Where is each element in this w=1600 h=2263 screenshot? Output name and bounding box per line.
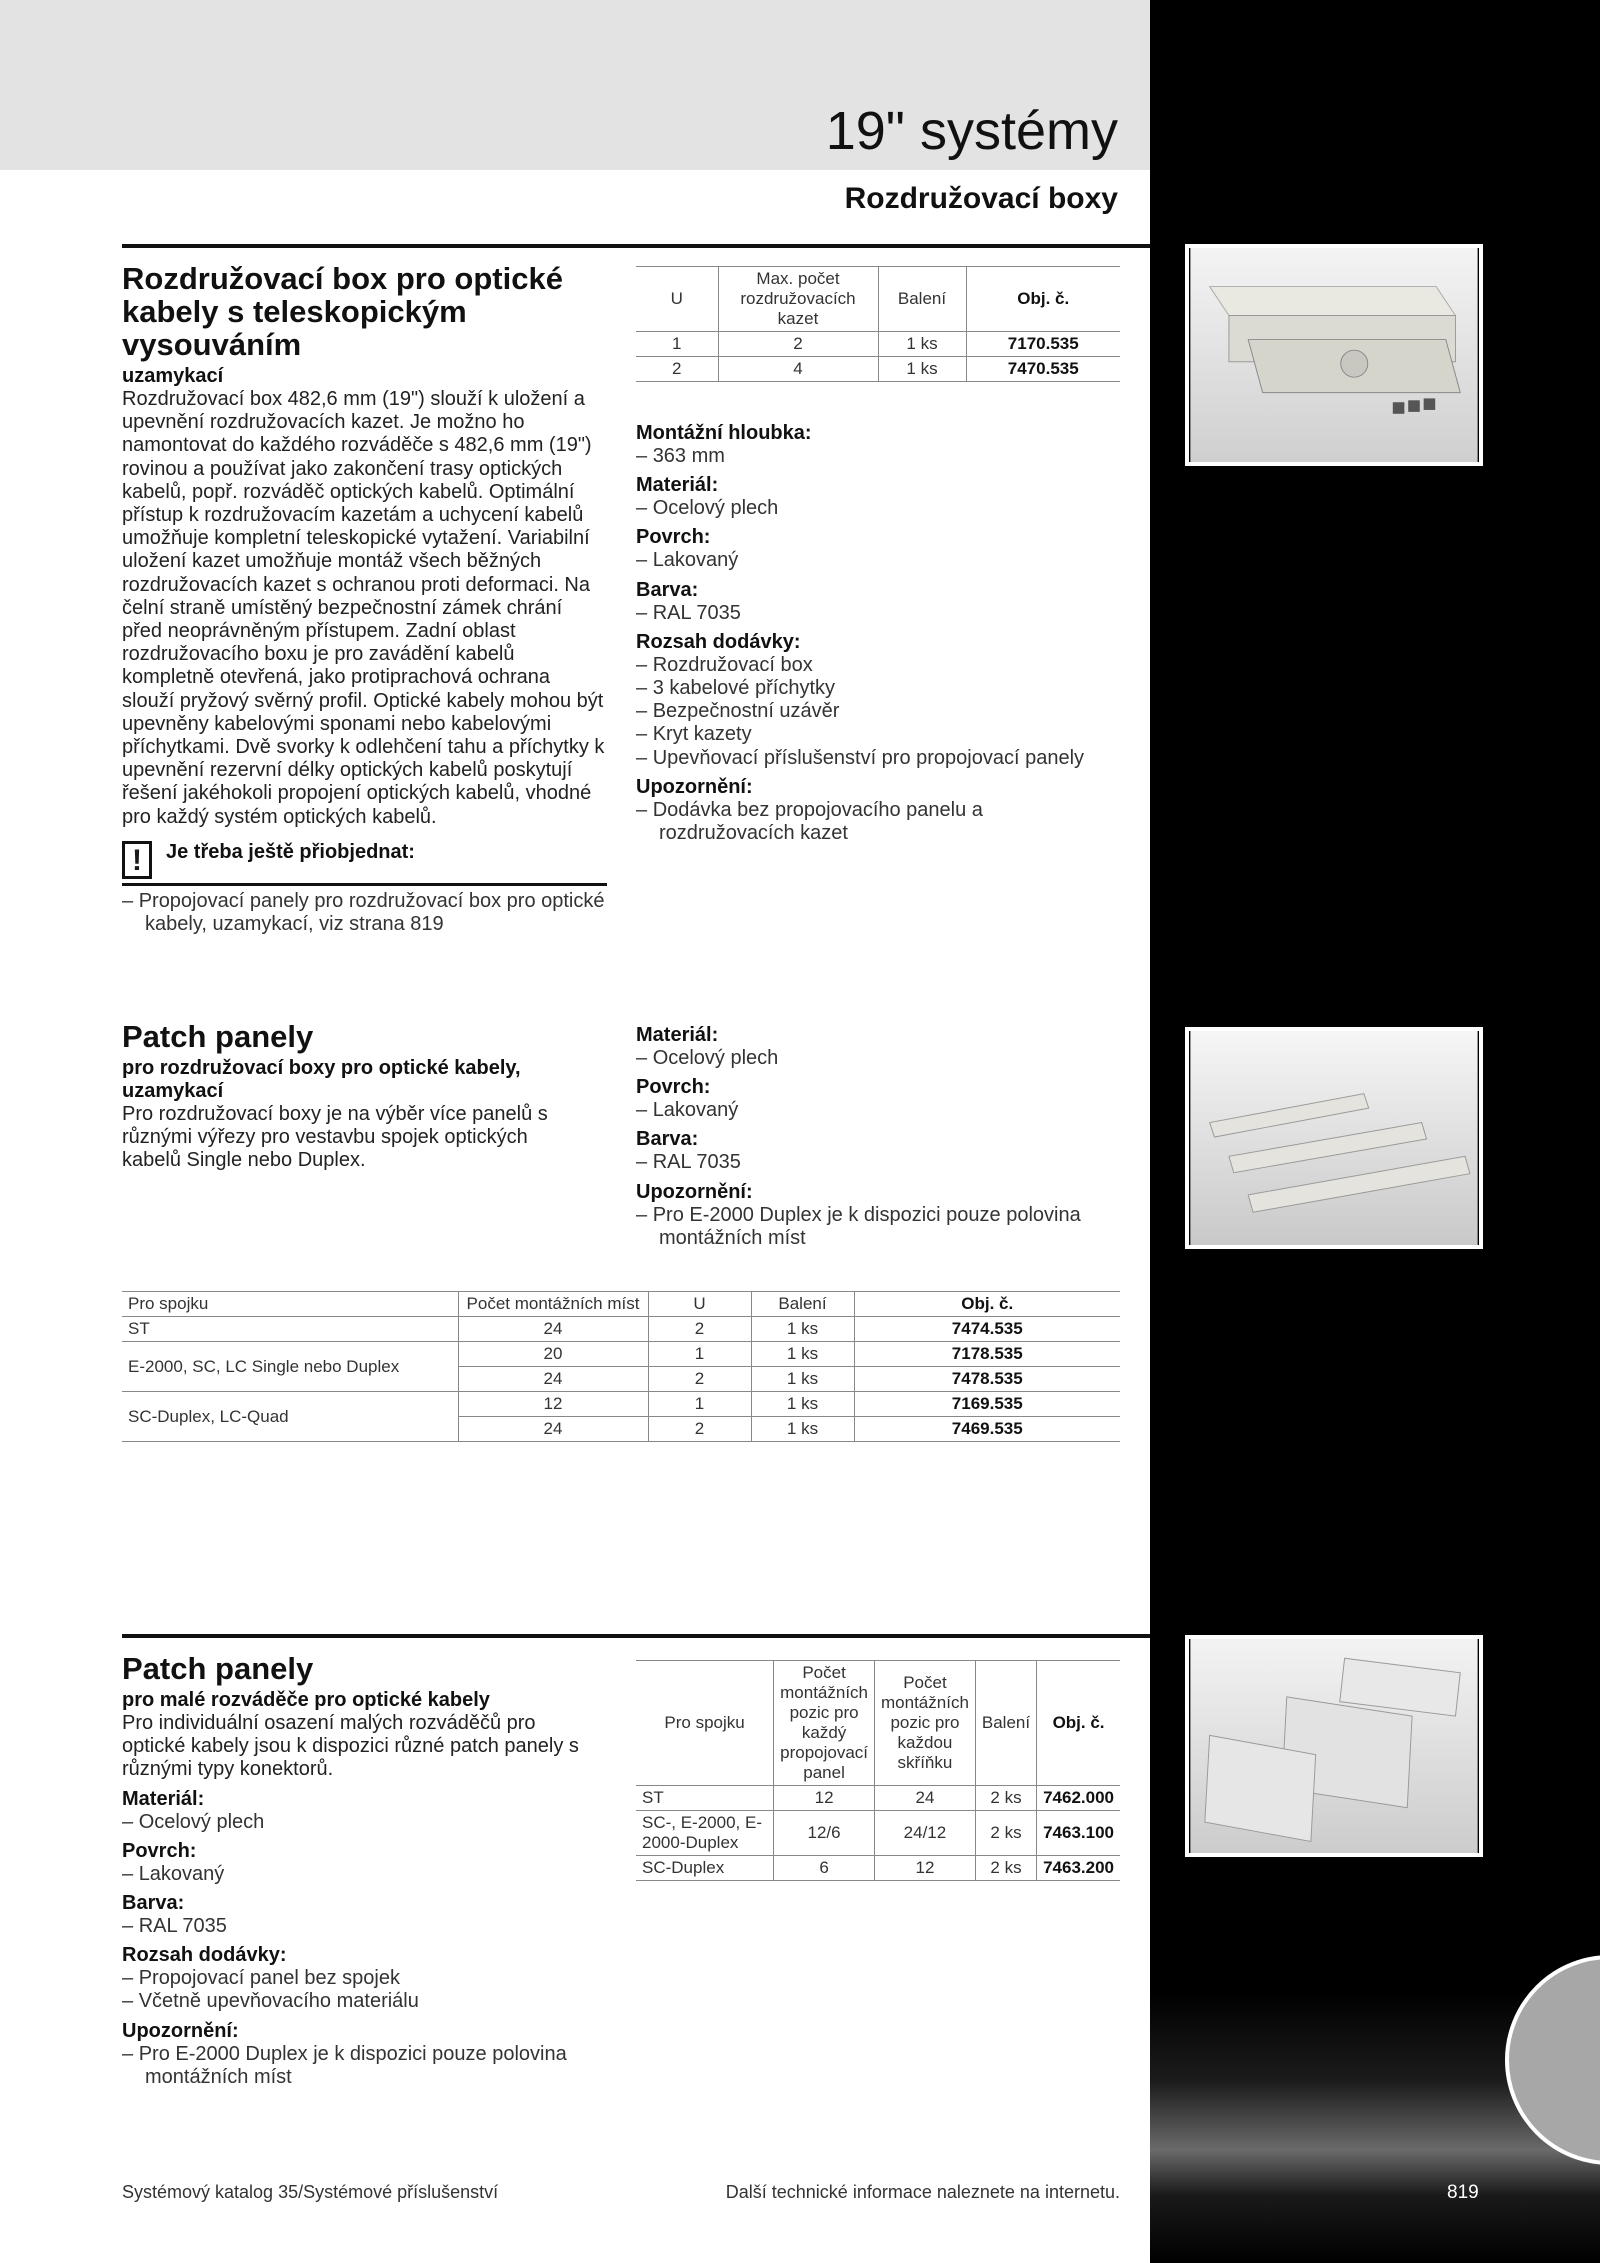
table-row <box>636 332 1120 357</box>
table-cell: SC-Duplex <box>636 1856 774 1881</box>
notice-item: – Propojovací panely pro rozdružovací box pro optické kabely, uzamykací, viz strana 819 <box>122 890 607 936</box>
page-number: 819 <box>1447 2182 1479 2203</box>
order-table <box>122 1291 1120 1442</box>
table-cell: 7478.535 <box>854 1367 1120 1392</box>
divider-rule <box>122 1634 1150 1638</box>
table-cell: 2 ks <box>975 1811 1036 1856</box>
table-cell: 24 <box>458 1417 648 1442</box>
table-cell: 1 ks <box>878 357 966 382</box>
spec-item: – Ocelový plech <box>636 1047 1120 1070</box>
table-header: Obj. č. <box>1037 1661 1120 1786</box>
table-header: Obj. č. <box>854 1292 1120 1317</box>
table-row <box>122 1317 1120 1342</box>
table-cell: 2 ks <box>975 1856 1036 1881</box>
section-box-details <box>636 266 1120 845</box>
footer-info: Další technické informace naleznete na internetu. <box>725 2182 1120 2202</box>
table-cell: 7170.535 <box>966 332 1120 357</box>
spec-label: Povrch: <box>636 1076 711 1099</box>
table-cell: SC-Duplex, LC-Quad <box>122 1392 458 1442</box>
spec-item: – 3 kabelové příchytky <box>636 677 1120 700</box>
spec-label: Materiál: <box>636 474 719 497</box>
table-header: Pro spojku <box>122 1292 458 1317</box>
table-header: Počet montážních pozic pro každou skříňku <box>875 1661 976 1786</box>
order-table <box>636 1660 1120 1881</box>
notice-title: Je třeba ještě přiobjednat: <box>166 840 415 863</box>
table-cell: 12/6 <box>774 1811 875 1856</box>
table-cell: 4 <box>718 357 878 382</box>
section-small-panels <box>122 1652 602 2089</box>
table-cell: 12 <box>774 1786 875 1811</box>
spec-item: – Lakovaný <box>636 549 1120 572</box>
table-cell: 1 ks <box>878 332 966 357</box>
spec-label: Upozornění: <box>636 775 753 798</box>
section-patch-panels <box>122 1020 592 1173</box>
page-subtitle: Rozdružovací boxy <box>844 182 1118 215</box>
table-cell: 7178.535 <box>854 1342 1120 1367</box>
order-table <box>636 266 1120 382</box>
table-cell: 24 <box>458 1367 648 1392</box>
table-header: Balení <box>975 1661 1036 1786</box>
table-cell: 1 ks <box>751 1367 854 1392</box>
table-cell: 1 ks <box>751 1342 854 1367</box>
spec-item: – Pro E-2000 Duplex je k dispozici pouze polovina montážních míst <box>122 2043 602 2089</box>
spec-label: Upozornění: <box>122 2019 239 2042</box>
table-cell: 12 <box>875 1856 976 1881</box>
section-description: Pro individuální osazení malých rozváděčů pro optické kabely jsou k dispozici různé patch panely s různými typy konektorů. <box>122 1712 579 1781</box>
notice-box <box>122 841 607 886</box>
spec-item: – Ocelový plech <box>636 497 1120 520</box>
table-cell: 7463.100 <box>1037 1811 1120 1856</box>
table-cell: 1 ks <box>751 1317 854 1342</box>
spec-item: – Dodávka bez propojovacího panelu a rozdružovacích kazet <box>636 799 1120 845</box>
section-box <box>122 262 607 936</box>
section-description: Rozdružovací box 482,6 mm (19") slouží k uložení a upevnění rozdružovacích kazet. Je možno ho namontovat do každého rozváděče s 482,6 mm (19") rovinou a používat jako zakončení trasy optických kabelů, popř. rozváděč optických kabelů. Optimální přístup k rozdružovacím kazetám a uchycení kabelů umožňuje kompletní teleskopické vytažení. Variabilní uložení kazet umožňuje montáž všech běžných rozdružovacích kazet s ochranou proti deformaci. Na čelní straně umístěný bezpečnostní zámek chrání před neoprávněným přístupem. Zadní oblast rozdružovacího boxu je pro zavádění kabelů kompletně otevřená, jako protiprachová ochrana slouží pryžový svěrný profil. Optické kabely mohou být upevněny kabelovými sponami nebo kabelovými příchytkami. Dvě svorky k odlehčení tahu a příchytky k upevnění rezervní délky optických kabelů poskytují řešení jakéhokoli propojení optických kabelů, vhodné pro každý systém optických kabelů. <box>122 388 605 828</box>
spec-item: – RAL 7035 <box>636 602 1120 625</box>
spec-label: Povrch: <box>636 526 711 549</box>
table-cell: 2 <box>648 1317 751 1342</box>
table-cell: 1 <box>636 332 718 357</box>
table-cell: 2 <box>648 1417 751 1442</box>
section-subtitle: pro malé rozváděče pro optické kabely <box>122 1689 490 1711</box>
table-cell: SC-, E-2000, E-2000-Duplex <box>636 1811 774 1856</box>
product-photo-small-panels <box>1185 1635 1483 1857</box>
spec-label: Montážní hloubka: <box>636 422 812 444</box>
section-title: Patch panely <box>122 1651 314 1686</box>
spec-item: – Lakovaný <box>122 1863 602 1886</box>
table-header: Balení <box>751 1292 854 1317</box>
table-cell: 12 <box>458 1392 648 1417</box>
spec-label: Barva: <box>122 1892 185 1915</box>
table-header: U <box>648 1292 751 1317</box>
table-cell: 2 <box>718 332 878 357</box>
table-header: Počet montážních pozic pro každý propojovací panel <box>774 1661 875 1786</box>
spec-list <box>122 1788 602 2089</box>
section-title: Patch panely <box>122 1019 314 1054</box>
spec-label: Barva: <box>636 578 699 601</box>
table-cell: 7169.535 <box>854 1392 1120 1417</box>
table-cell: E-2000, SC, LC Single nebo Duplex <box>122 1342 458 1392</box>
table-row <box>636 357 1120 382</box>
table-cell: 1 <box>648 1392 751 1417</box>
table-row <box>636 1811 1120 1856</box>
table-cell: 2 <box>648 1367 751 1392</box>
table-cell: ST <box>122 1317 458 1342</box>
section-title: Rozdružovací box pro optické kabely s teleskopickým vysouváním <box>122 261 563 362</box>
spec-item: – Včetně upevňovacího materiálu <box>122 1990 602 2013</box>
table-cell: 1 ks <box>751 1417 854 1442</box>
table-cell: 2 <box>636 357 718 382</box>
spec-label: Rozsah dodávky: <box>636 630 801 653</box>
table-header: Počet montážních míst <box>458 1292 648 1317</box>
spec-item: – Ocelový plech <box>122 1811 602 1834</box>
exclamation-icon: ! <box>122 841 152 879</box>
table-cell: 24/12 <box>875 1811 976 1856</box>
table-row <box>636 1856 1120 1881</box>
table-row <box>636 1786 1120 1811</box>
spec-label: Upozornění: <box>636 1180 753 1203</box>
spec-label: Materiál: <box>636 1024 719 1046</box>
spec-label: Barva: <box>636 1128 699 1151</box>
spec-item: – RAL 7035 <box>122 1915 602 1938</box>
product-photo-box <box>1185 244 1483 466</box>
spec-item: – Rozdružovací box <box>636 654 1120 677</box>
table-header: Obj. č. <box>966 267 1120 332</box>
section-subtitle: pro rozdružovací boxy pro optické kabely, uzamykací <box>122 1057 521 1102</box>
spec-label: Povrch: <box>122 1839 197 1862</box>
spec-label: Materiál: <box>122 1787 205 1810</box>
spec-item: – 363 mm <box>636 445 1120 468</box>
table-cell: 2 ks <box>975 1786 1036 1811</box>
table-cell: 24 <box>875 1786 976 1811</box>
table-header: Pro spojku <box>636 1661 774 1786</box>
table-cell: 1 ks <box>751 1392 854 1417</box>
spec-item: – Propojovací panel bez spojek <box>122 1967 602 1990</box>
spec-list <box>636 422 1120 845</box>
spec-item: – RAL 7035 <box>636 1151 1120 1174</box>
table-header: Max. počet rozdružovacích kazet <box>718 267 878 332</box>
table-cell: 7462.000 <box>1037 1786 1120 1811</box>
spec-item: – Bezpečnostní uzávěr <box>636 700 1120 723</box>
spec-item: – Upevňovací příslušenství pro propojovací panely <box>636 747 1120 770</box>
section-subtitle: uzamykací <box>122 365 224 387</box>
table-cell: 7470.535 <box>966 357 1120 382</box>
table-cell: 7474.535 <box>854 1317 1120 1342</box>
spec-item: – Lakovaný <box>636 1099 1120 1122</box>
table-cell: ST <box>636 1786 774 1811</box>
table-header: Balení <box>878 267 966 332</box>
footer-catalog: Systémový katalog 35/Systémové příslušenství <box>122 2182 499 2202</box>
product-photo-panels <box>1185 1027 1483 1249</box>
table-header: U <box>636 267 718 332</box>
spec-item: – Kryt kazety <box>636 723 1120 746</box>
table-cell: 7463.200 <box>1037 1856 1120 1881</box>
spec-item: – Pro E-2000 Duplex je k dispozici pouze polovina montážních míst <box>636 1204 1120 1250</box>
table-row <box>122 1392 1120 1417</box>
spec-label: Rozsah dodávky: <box>122 1944 287 1967</box>
divider-rule <box>122 244 1150 248</box>
table-cell: 1 <box>648 1342 751 1367</box>
table-cell: 20 <box>458 1342 648 1367</box>
section-description: Pro rozdružovací boxy je na výběr více panelů s různými výřezy pro vestavbu spojek optických kabelů Single nebo Duplex. <box>122 1103 548 1172</box>
spec-list <box>636 1018 1120 1250</box>
table-row <box>122 1342 1120 1367</box>
table-cell: 24 <box>458 1317 648 1342</box>
page-title: 19" systémy <box>825 101 1118 161</box>
table-cell: 7469.535 <box>854 1417 1120 1442</box>
table-cell: 6 <box>774 1856 875 1881</box>
